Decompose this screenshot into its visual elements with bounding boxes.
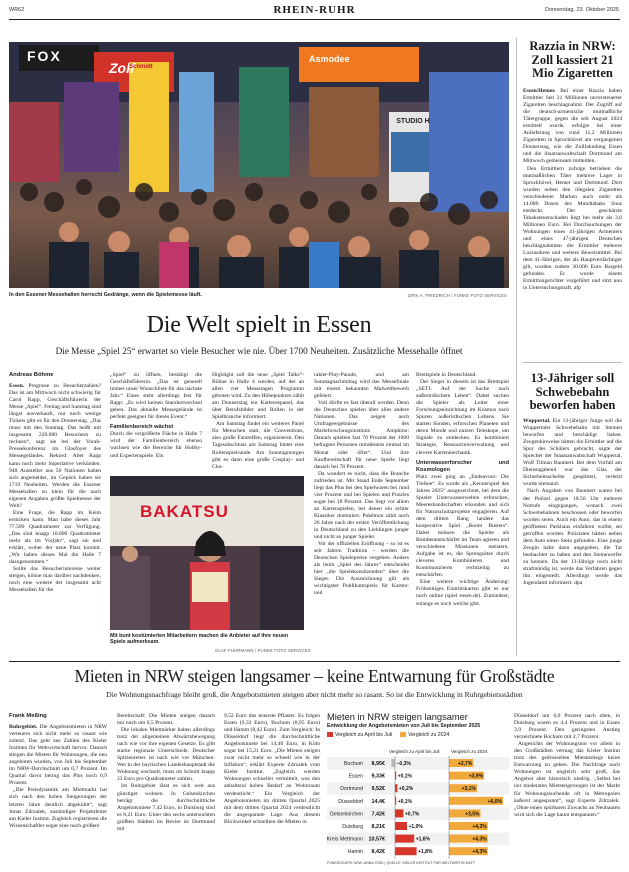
lead-col-3 — [212, 372, 304, 472]
legend-swatch-2 — [400, 732, 406, 737]
chart-value-label-series1: +1,8% — [418, 849, 433, 856]
chart-value-label-series2: +2,7% — [457, 761, 473, 767]
paragraph: Angesichts der Wohnungsnot vor allem in den Großstädten vermag das Kieler Institut trotz des gedrosselten Mietanstiegs keine Entwarnung zu geben. Die Nachfrage nach Wohnungen ist ungleich sehr groß, das Angebot aber historisch niedrig. „Selbst bei nur moderaten Mietsteigerungen ist der Markt für Wohnungssuchende oft in Metropolen äußerst angespannt“, sagt Experte Zdrzalek. „Ohne einen spürbaren Zuwachs an Neubauten wird sich die Lage kaum entspannen.“ — [514, 741, 620, 818]
chart-price-label: 14,4€ — [371, 798, 385, 805]
chart-bar-series1 — [395, 809, 403, 817]
chart-value-label-series2: +6,0% — [487, 798, 502, 805]
chart-category-label: Essen — [348, 773, 363, 780]
legend-label-2: Vergleich zu 2024 — [408, 731, 450, 738]
chart-price-label: 8,95€ — [371, 761, 385, 767]
paragraph: Highlight soll die neue „Spiel Talks“-Bühne in Halle 4 werden, auf der an allen vier Messetagen Programm geboten wird. Zu den Höhepunkten zählt am Donnerstag ein Kartenrepanel, das über Berufsbilder und Rollen in der Spielbranche informiert. — [212, 372, 304, 421]
paragraph: Durch die vergrößerte Fläche in Halle 7 wird der Familienbereich ebenso wachsen wie die Bereiche für Hobby- und Expertenspiele. Ein — [110, 431, 202, 459]
chart-legend — [327, 732, 509, 739]
chart-value-label-series2: +3,1% — [461, 786, 476, 793]
costume-photo-credit: OLAF FUHRMANN / FUNKE FOTO SERVICES — [215, 648, 311, 653]
chart-price-label: 8,21€ — [371, 824, 385, 830]
chart-bar-series1 — [395, 835, 414, 843]
masthead-rule — [9, 19, 620, 20]
legend-label-1: Vergleich zu April bis Juli — [335, 731, 393, 738]
sign-studio: STUDIO H — [396, 118, 430, 125]
dateline: Wuppertal. — [523, 418, 551, 424]
chart-value-label-series1: +0,7% — [404, 811, 420, 818]
paragraph: Voll dürfte es fast überall werden. Denn die Deutschen spielen über alles andere Nationen. Das zeigen auch Umfrageergebnisse des Marktforschungsinstituts Amphino: Danach spielten fast 70 Prozent der 1000 befragten Personen mindestens einmal im Monat oder öfter“. Und ihre Kaufbereitschaft für neue Spiele liegt danach bei 78 Prozent. — [314, 400, 409, 470]
chart-value-label-series2: +4,3% — [472, 849, 487, 856]
chart-title: Mieten in NRW steigen langsamer — [327, 712, 468, 722]
paragraph: Eine weitere wichtige Änderung: Frühzeitiges Eintrittskarten gibt es nur noch online (spiel essen.de). Zumindest, solange es noch welche gibt. — [416, 579, 509, 607]
chart-value-label-series1: +0,2% — [398, 786, 414, 793]
chart-category-label: Hamm — [347, 849, 363, 856]
bottom-col-2 — [117, 713, 215, 869]
dateline: Essen. — [9, 383, 25, 389]
lead-subheading-2: Unterwasserforscher und Kosmologen — [416, 459, 509, 473]
chart-price-label: 9,33€ — [371, 773, 385, 780]
paragraph: Platz zwei ging an „Endeavour: Die Tiefsee“. Es wurde als „Kennerspiel des Jahres 2025“ ausgezeichnet, bei dem die Spieler Unterwasserwelten erforschen, Meeresbandschaften erkunden und sich für Naturschutzprojekte engagieren. Auf dem dritten Rang landete das kooperative Spiel „Boom Busters“. Dabei müssen die Spieler als Bombenentschärfer im Team agieren und verschiedene Missionen meistern. Aufgabe ist es, die Sprengsätze durch cleveres Kombinieren und Kommunizieren rechtzeitig zu entschärfen. — [416, 473, 509, 579]
paragraph: Essen/Hemer. Bei einer Razzia haben Ermittler fast 21 Millionen unversteuerter Zigaretten beschlagnahmt. Der Zugriff auf die deutsch-armenische mutmaßliche Tätergruppe, gegen die seit August 2024 ermittelt wurde, erfolgte bei einer Anlieferung von rund 11,2 Millionen Zigaretten in Sprockhövel am vergangenen Donnerstag, wie die Zollfahndung Essen und die Staatsanwaltschaft Dortmund am Mittwoch gemeinsam mitteilten. — [523, 88, 622, 165]
paragraph: Bereitschaft: Die Mieten stiegen danach nur noch um 0,5 Prozent. — [117, 713, 215, 727]
bottom-col-5 — [514, 713, 620, 869]
paragraph: Vor der offiziellen Eröffnung – so ist es seit Jahren Tradition – werden die Deutschen Spielepreise vergeben. Anders als beim „Spiel des Jahres“ entscheidet hier „die Spielekonsitzenden“ über die Sieger. Die Auszeichnung gilt als wichtigster Publikumspreis für Karten- und — [314, 541, 409, 597]
bottom-col-1 — [9, 724, 107, 869]
chart-category-label: Gelsenkirchen — [329, 811, 363, 818]
sign-asmodee: Asmodee — [309, 54, 350, 64]
legend-item-2 — [400, 732, 449, 739]
lead-subhead: Die Messe „Spiel 25“ erwartet so viele Besucher wie nie. Über 1700 Neuheiten. Zusätzliche Messehalle öffnet — [55, 346, 463, 356]
paragraph: „Spiel“ zu öffnen, bestätigt die Geschäftsführerin. „Das ist generell immer unser Wunschliste für das nächste Jahr.“ Eines steht allerdings fest für Rapp: „Es wird keinen Standortwechsel geben. Das aktuelle Messegelände ist perfekt geeignet für dieses Event.“ — [110, 372, 202, 421]
paragraph: Sollte das Besucherinteresse weiter steigen, könne man darüber nachdenken, noch eine weitere der insgesamt acht Messehallen für die — [9, 566, 101, 594]
paragraph: Im Ruhrgebiet lässt es sich weit aus günstiger wohnen. In Gelsenkirchen beträgt die durchschnittliche Angebotsmiete 7,42 Euro, in Duisburg sind es 8,21 Euro. Unter den sechs untersuchten größten Städten im Revier ist Dortmund mit — [117, 783, 215, 832]
sign-zolf: Zolf — [109, 60, 135, 76]
sidebar1-body — [523, 88, 622, 358]
dateline: Ruhrgebiet. — [9, 724, 38, 730]
paragraph: Eine Frage, die Rapp im Keim ersticken kann. Man habe dieses Jahr 77.500 Quadratmeter zur Verfügung. „Das sind knapp 10.000 Quadratmeter mehr als im Vorjahr“, sagt sie und erklärt, woher der neue Platz kommt. „Wir haben dieses Mal die Halle 7 dazugenommen.“ — [9, 509, 101, 566]
lead-col-1 — [9, 383, 101, 663]
chart-plot — [327, 756, 509, 860]
chart-col-header-2: Vergleich zu 2024 — [451, 749, 488, 754]
chart-value-label-series1: +1,6% — [415, 836, 431, 843]
chart-value-label-series1: +1,0% — [408, 824, 423, 830]
paragraph: 9,52 Euro das teuerste Pflaster. Es folgen Essen (9,33 Euro), Bochum (8,95 Euro) und Hamm (8,42 Euro). Zum Vergleich: In Düsseldorf liegt die durchschnittliche Angebotsmiete bei 14,40 Euro, in Köln sogar bei 15,21 Euro. „Die Mieten steigen zwar nicht mehr so schnell wie in der Inflation“, erklärt Experte Zdrzalek vom Kieler Institut. „Zugleich werden Wohnungen schneller vermittelt, was den anhaltend hohen Bedarf an Wohnraum verdeutlicht.“ Ein Vergleich der Angebotsmieten im dritten Quartal 2025 mit dem dritten Quartal 2024 verdeutlicht die angespannte Lage. Aus diesem Blickwinkel schnellten die Mieten in — [224, 713, 320, 825]
paragraph: Den Ermittlern zufolge betrieben die mutmaßlichen Täter mehrere Lager in Sprockhövel, Hemer und Dortmund. Dort wurden neben den illegalen Zigaretten verschiedener Marken auch mehr als 14.000 Dosen des Mundtabaks Snus entdeckt. Der geschätzte Tabaksteuerschaden liegt bei mehr als 3,6 Millionen Euro. Bei Durchsuchungen der Wohnungen eines 41-jährigen Armeniers und eines 47-jährigen Deutschen beschlagnahmten die Ermittler mehrere Luxusuhren und weitere Beweismittel. Bei dem 41-Jährigen, der als Hauptverdächtiger gilt, wurden zudem 30.000 Euro Bargeld gefunden. Er wurde einem Ermittlungsrichter vorgeführt und sitzt nun in Untersuchungshaft. afp — [523, 165, 622, 292]
paragraph: Am Samstag findet ein weiteres Panel für Menschen statt, die Conventions, also große Fantreffen, organisieren. Den Tagesabschluss am Samstag bietet eine Rollenspielrunde. Am Sonntagmorgen gibt es dann eine große Cosplay- und Cha- — [212, 421, 304, 470]
paragraph: rakter-Play-Parade, und am Sonntagnachmittag wird das Messefinale mit einem bekannten Malwettbewerb gefeiert. — [314, 372, 409, 400]
chart-col-header-1: Vergleich zu April bis Juli — [389, 749, 440, 754]
chart-category-label: Düsseldorf — [338, 798, 363, 805]
legend-swatch-1 — [327, 732, 333, 737]
paragraph: Der Sieger in diesem ist das Brettspiel „SETI: Auf der Suche nach außerirdischem Leben“. Dabei suchen die Spieler als Leiter einer Forschungseinrichtung im Kosmos nach Spuren außerirdischen Lebens. Sie starten Sonden, erforschen Planeten und deren Monde und nutzen Teleskope, um Signale zu entdecken. Es kombiniert Strategie, Ressourcenverwaltung und clevere Kartenmechanik. — [416, 379, 509, 456]
bottom-author: Frank Meßing — [9, 713, 47, 719]
paragraph: Wuppertal. Ein 13-jähriger Junge soll die Wuppertaler Schwebebahn mit Steinen beworfen und beschädigt haben. Zeugenhinweise hätten die Ermittler auf die Spur des Schülers gebracht, sagte der Sprecher der Staatsanwaltschaft Wuppertal, Wolf Tilman Baumert. Bei dem Vorfall am Dienstagabend war das Glas der Sicherheitsscheibe gesplittert, verletzt wurde niemand. — [523, 418, 622, 488]
bottom-col-3 — [224, 713, 320, 869]
chart-category-label: Bochum — [343, 761, 363, 767]
bottom-headline: Mieten in NRW steigen langsamer – keine Entwarnung für Großstädte — [74, 666, 555, 686]
chart-bar-series1 — [395, 847, 417, 855]
lead-subheading-1: Familienbereich wächst — [110, 424, 174, 431]
paragraph: Brettspiele in Deutschland. — [416, 372, 477, 378]
lead-photo-caption: In den Essener Messehallen herrscht Gedränge, wenn die Spielemesse läuft. — [9, 292, 202, 298]
sidebar2-body — [523, 418, 622, 658]
chart-price-label: 9,52€ — [371, 786, 385, 793]
rent-chart — [327, 712, 509, 868]
sidebar2-headline: 13-Jähriger soll Schwebebahn beworfen haben — [529, 371, 616, 412]
chart-value-label-series1: +0,1% — [397, 798, 413, 805]
dateline: Essen/Hemer. — [523, 88, 556, 94]
chart-value-label-series2: +3,5% — [465, 811, 480, 818]
chart-price-label: 8,42€ — [371, 849, 385, 856]
paragraph: Düsseldorf um 6,0 Prozent nach oben, in Duisburg waren es 4,4 Prozent und in Essen 3,9 Prozent. Den geringsten Anstieg verzeichnete Bochum mit 2,7 Prozent. — [514, 713, 620, 741]
page-date: Donnerstag, 23. Oktober 2025 — [545, 7, 619, 13]
sign-schmidt: Schmidt — [129, 64, 153, 70]
chart-value-label-series1: +0,1% — [397, 773, 413, 780]
chart-category-label: Dortmund — [340, 786, 363, 793]
section-rule — [9, 661, 620, 662]
lead-photo-credit: DIRK A. FRIEDRICH / FUNKE FOTO SERVICES — [407, 293, 507, 298]
sidebar-separator — [523, 362, 622, 363]
sign-bakatsu: BAKATSU — [140, 502, 229, 521]
crowd-scene — [9, 42, 509, 288]
chart-subtitle: Entwicklung der Angebotsmieten von Juli bis September 2025 — [327, 723, 481, 729]
chart-value-label-series2: +4,3% — [472, 836, 487, 843]
lead-col-4 — [314, 372, 409, 657]
lead-headline: Die Welt spielt in Essen — [146, 312, 372, 338]
paragraph: Nach Angaben von Baumert waren bei der Polizei gegen 18.50 Uhr mehrere Notrufe eingegangen, wonach zwei Schwebebahnen beschossen oder beworfen worden seien. Auch ein Auto, das in einem geöffneten Parkhaus einfahren wollte, sei getroffen worden. Polizisten hätten neben dem Auto einen Stein gefunden. Eine junge Zeugin habe dann angegeben, die Tat beobachtet zu haben und den Steinewerfer zu kennen. Da der 13-Jährige noch nicht strafmündig ist, werde das Verfahren gegen ihn eingestellt. Allerdings werde das Jugendamt informiert. dpa — [523, 488, 622, 587]
section-title: RHEIN-RUHR — [273, 4, 356, 16]
costume-photo — [110, 476, 304, 630]
paragraph: „Die Preisdynamik am Mietmarkt hat sich nach den hohen Steigerungen der letzten Jahre deutlich abgekühlt“, sagt Jonas Zdrzalek, zuständiger Projektleiter am Kieler Institut. Zugleich registrieren die Wissenschaftler sogar eine noch größere — [9, 787, 107, 829]
sidebar-divider — [516, 38, 517, 656]
lead-col-2 — [110, 372, 202, 472]
lead-author: Andreas Böhme — [9, 372, 54, 378]
legend-item-1 — [327, 732, 392, 739]
sidebar1-headline: Razzia in NRW: Zoll kassiert 21 Mio Zigaretten — [529, 39, 616, 80]
chart-price-label: 7,42€ — [371, 811, 385, 818]
costume-scene — [110, 476, 304, 630]
paragraph: Essen. Prognose zu Besucherzahlen? Das ist am Mittwoch nicht schwierig für Carol Rapp, Geschäftsführerin der Messe „Spiel“. Freitag und Samstag sind längst ausverkauft, nur noch wenige Tickets gibt es für den Donnerstag. „Das muss mit den Sonntag. Das heißt mit insgesamt 220.000 Besuchern zu rechnen“, sagt sie bei der Vorab-Pressekonferenz im Glasfoyer des Messegeländes. Rekord: Aber Rapp kann noch mehr Superlative verkünden. 948 Aussteller aus 50 Nationen haben sich angemeldet, im Gepäck haben sie 1719 Neuheiten. Werden die Essener Messehallen zu klein für die nach eigenen Angaben größte Spielmesse der Welt? — [9, 383, 101, 509]
paragraph: Da wundert es nicht, dass die Branche zufrieden ist. Mit Stand Ende September liegt das Plus bei den Spielwaren bei rund vier Prozent und bei Spielen und Puzzles sogar bei 18 Prozent. Das liegt vor allem an Kartenspielen, bei denen ein echter Klassiker dominiert. Pokémon zählt auch 26 Jahre nach der ersten Veröffentlichung in Deutschland zu den Lieblingen junger und nicht so junger Spieler. — [314, 470, 409, 541]
lead-photo — [9, 42, 509, 288]
chart-value-label-series2: +3,9% — [468, 773, 484, 780]
bottom-subhead: Die Wohnungsnachfrage bleibt groß, die Angebotsmieten steigen aber nicht mehr so rasant. So ist die Entwicklung in Ruhrgebietsstädten — [106, 690, 523, 699]
chart-source: FUNKEGRAFIK NRW: ANNA STAß | QUELLE: KIELER INSTITUT FÜR WELTWIRTSCHAFT — [327, 861, 476, 865]
chart-category-label: Duisburg — [342, 824, 363, 830]
chart-value-label-series1: −0,3% — [396, 761, 411, 767]
paragraph: Die lokalen Mietmärkte haben allerdings trotz der allgemeinen Abwärtsbewegung nach wie vor ihre eigenen Gesetze. Es gibt starke regionale Unterschiede. Deutscher Spitzenreiter ist nach wie vor München: Wer in der bayrischen Landeshauptstadt die Wohnung wechselt, muss im Schnitt knapp 23 Euro pro Quadratmeter zahlen. — [117, 727, 215, 783]
paragraph: Ruhrgebiet. Die Angebotsmieten in NRW verteuern sich nicht mehr so rasant wie zuletzt. Das geht aus Zahlen des Kieler Instituts für Weltwirtschaft hervor. Danach stiegen die Mieten für Wohnungen, die neu angeboten wurden, von Juli bis September im NRW-Durchschnitt um 0,7 Prozent. Im Quartal davor betrug das Plus noch 0,9 Prozent. — [9, 724, 107, 787]
sign-fox: FOX — [27, 48, 62, 64]
chart-bar-series1 — [395, 784, 397, 792]
chart-bar-series1 — [391, 759, 395, 767]
chart-price-label: 10,57€ — [368, 836, 385, 843]
chart-value-label-series2: +4,3% — [472, 824, 487, 830]
chart-category-label: Kreis Mettmann — [327, 836, 363, 843]
page-number: WR62 — [9, 7, 25, 13]
lead-col-5 — [416, 372, 509, 657]
chart-bar-series1 — [395, 822, 407, 830]
costume-photo-caption: Mit bunt kostümierten Mitarbeitern machen die Anbieter auf ihre neuen Spiele aufmerksam. — [110, 633, 289, 646]
